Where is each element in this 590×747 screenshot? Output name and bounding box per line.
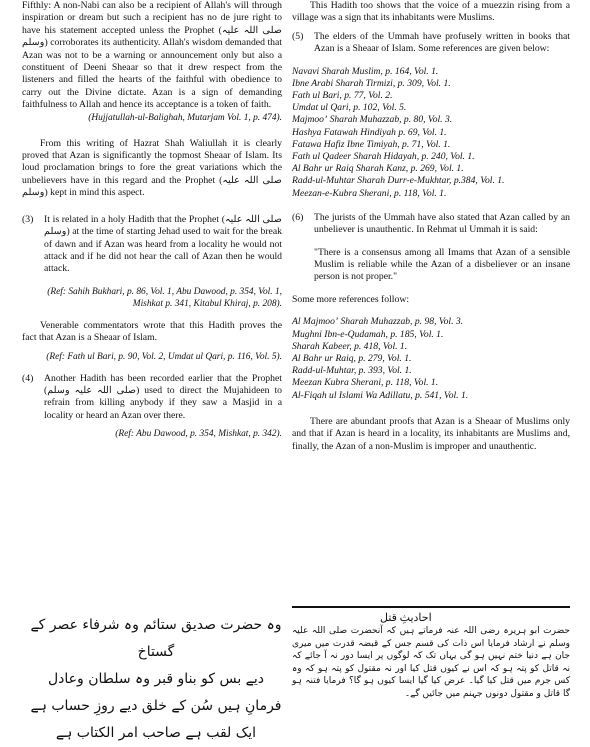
item-number: (6) <box>292 211 304 223</box>
urdu-poem <box>22 612 290 741</box>
citation-hujjatullah: (Hujjatullah-ul-Balighah, Mutarjam Vol. 1, p. 474). <box>88 112 282 123</box>
numbered-item-5 <box>292 31 570 56</box>
paragraph-hadith-jehad: It is related in a holy Hadith that the Prophet (صلی اللہ علیہ وسلم) at the time of starting Jehad used to wait for the break of dawn and if Azan was heard from a locality he would not attack and if he did not hear the call of Azan then he would attack. <box>44 213 282 275</box>
reference-item: Ibne Arabi Sharah Tirmizi, p. 309, Vol. 1. <box>292 77 451 89</box>
section-divider <box>292 606 570 608</box>
reference-item: Navavi Sharah Muslim, p. 164, Vol. 1. <box>292 65 439 77</box>
more-references-label: Some more references follow: <box>292 293 410 305</box>
paragraph-muezzin: This Hadith too shows that the voice of a muezzin rising from a village was a sign that its inhabitants were Muslims. <box>292 0 570 24</box>
reference-item: Al Majmooʼ Sharah Muhazzab, p. 98, Vol. 3. <box>292 316 464 328</box>
numbered-item-4 <box>22 373 282 423</box>
numbered-item-6 <box>292 212 570 237</box>
reference-item: Sharah Kabeer, p. 418, Vol. 1. <box>292 340 408 352</box>
reference-item: Mughni Ibn-e-Qudamah, p. 185, Vol. 1. <box>292 328 444 340</box>
urdu-section-header: احادیثِ قتل <box>380 612 432 624</box>
reference-item: Al-Fiqah ul Islami Wa Adillatu, p. 541, Vol. 1. <box>292 389 469 401</box>
item-number: (5) <box>292 30 304 42</box>
paragraph-jurists: The jurists of the Ummah have also stated that Azan called by an unbeliever is unauthentic. In Rehmat ul Ummah it is said: <box>314 211 570 236</box>
poem-line: وہ حضرت صدیق ستائم وہ شرفاء عصر کے گستاخ <box>30 617 282 660</box>
citation-bukhari: (Ref: Sahih Bukhari, p. 86, Vol. 1, Abu Dawood, p. 354, Vol. 1, Mishkat p. 341, Kitabul Khiraj, p. 208). <box>47 286 282 309</box>
item-number: (3) <box>22 213 34 225</box>
poem-line: ایک لقب ہے صاحب امر الکتاب ہے <box>55 725 257 741</box>
citation-fath-ul-bari: (Ref: Fath ul Bari, p. 90, Vol. 2, Umdat ul Qari, p. 116, Vol. 5). <box>46 351 282 362</box>
reference-list-6 <box>292 316 570 401</box>
quote-consensus: "There is a consensus among all Imams that Azan of a sensible Muslim is reliable while the Azan of a disbeliever or an insane person is not proper." <box>314 246 570 283</box>
reference-item: Majmooʼ Sharah Muhazzab, p. 80, Vol. 3. <box>292 114 453 126</box>
citation-abu-dawood: (Ref: Abu Dawood, p. 354, Mishkat, p. 342). <box>115 429 282 440</box>
poem-line: دیے بس کو بناو قبر وہ سلطان وعادل <box>47 671 265 687</box>
item-number: (4) <box>22 372 34 384</box>
reference-item: Meezan Kubra Sherani, p. 118, Vol. 1. <box>292 377 439 389</box>
paragraph-conclusion: There are abundant proofs that Azan is a Sheaar of Muslims only and that if Azan is heard in a locality, its inhabitants are Muslims and, finally, the Azan of a non-Muslim is improper and unauthentic. <box>292 415 570 452</box>
reference-item: Hashya Fatawah Hindiyah p. 69, Vol. 1. <box>292 126 447 138</box>
reference-item: Fatawa Hafiz Ibne Timiyah, p. 71, Vol. 1. <box>292 138 451 150</box>
right-column <box>292 0 570 453</box>
left-column <box>22 0 282 440</box>
reference-item: Al Bahr ur Raiq, p. 279, Vol. 1. <box>292 352 412 364</box>
paragraph-fifthly: Fifthly: A non-Nabi can also be a recipient of Allah's will through inspiration or dream but such a recipient has no de jure right to have his statement accepted unless the Prophet (صلی اللہ علیہ وسلم) corroborates its authenticity. Allah's wisdom demanded that Azan was not to be a warning or announcement only but also a constituent of Deeni Sheaar so that it drew respect from the listeners and filled the hearts of the faithful with obedience to carry out the Divine dictate. Azan is a sign of demanding faithfulness to Allah and hence its acceptance is a token of faith. <box>22 0 283 111</box>
reference-item: Fath ul Qadeer Sharah Hidayah, p. 240, Vol. 1. <box>292 151 475 163</box>
paragraph-mujahideen: Another Hadith has been recorded earlier that the Prophet (صلی اللہ علیہ وسلم) used to direct the Mujahideen to refrain from killing anybody if they saw a Masjid in a locality or heard an Azan over there. <box>44 372 282 421</box>
paragraph-elders: The elders of the Ummah have profusely written in books that Azan is a Sheaar of Islam. Some references are given below: <box>314 30 570 55</box>
numbered-item-3 <box>22 214 282 276</box>
reference-list-5 <box>292 66 570 200</box>
reference-item: Radd-ul-Muhtar Sharah Durr-e-Mukhtar, p.384, Vol. 1. <box>292 175 505 187</box>
reference-item: Umdat ul Qari, p. 102, Vol. 5. <box>292 102 407 114</box>
paragraph-commentators: Venerable commentators wrote that this Hadith proves the fact that Azan is a Sheaar of Islam. <box>22 319 282 344</box>
reference-item: Al Bahr ur Raiq Sharah Kanz, p. 269, Vol. 1. <box>292 163 464 175</box>
reference-item: Radd-ul-Muhtar, p. 393, Vol. 1. <box>292 365 412 377</box>
poem-line: فرمانِ ہیں سُن کے خلق دیے روزِ حساب ہے <box>30 698 282 714</box>
paragraph-waliullah: From this writing of Hazrat Shah Waliullah it is clearly proved that Azan is significantly the topmost Sheaar of Islam. Its loud proclamation brings to fore the great variations which the unbelievers have in this regard and the Prophet (صلی اللہ علیہ وسلم) kept in mind this aspect. <box>22 137 282 199</box>
reference-item: Fath ul Bari, p. 77, Vol. 2. <box>292 90 393 102</box>
urdu-hadith-text: حضرت ابو ہریرہ رضی اللہ عنہ فرماتے ہیں کہ آنحضرت صلی اللہ علیہ وسلم نے ارشاد فرمایا اس ذات کی قسم جس کے قبضہ قدرت میں میری جان ہے دنیا ختم نہیں ہو گی یہاں تک کہ لوگوں پر ایسا دور نہ آ جائے کہ نہ قاتل کو پتہ ہو کہ اس نے کیوں قتل کیا اور نہ مقتول کو پتہ ہو کہ وہ کس جرم میں قتل کیا گیا۔ عرض کیا گیا ایسا کیوں ہو گا؟ فرمایا فتنہ ہو گا قاتل و مقتول دونوں جہنم میں جائیں گے۔ <box>292 626 570 699</box>
reference-item: Meezan-e-Kubra Sherani, p. 118, Vol. 1. <box>292 187 447 199</box>
